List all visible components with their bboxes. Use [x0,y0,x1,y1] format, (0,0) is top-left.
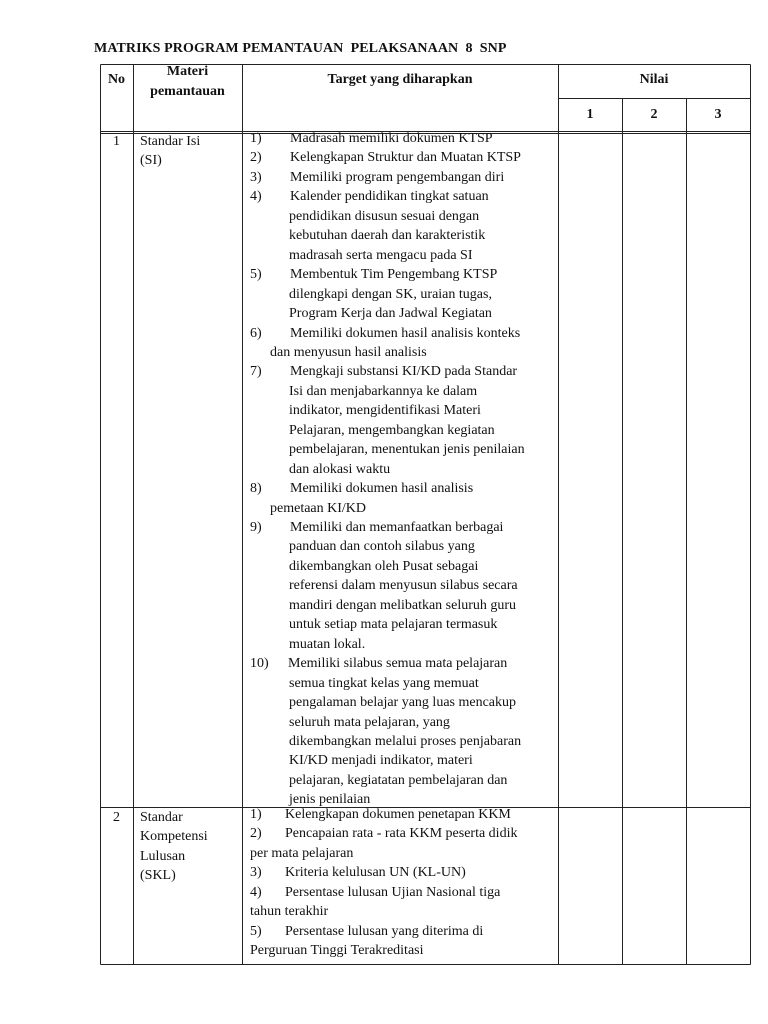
row-1-materi [140,132,240,171]
header-nilai-2: 2 [650,107,658,122]
header-materi [133,62,242,102]
target-item-continuation: Isi dan menjabarkannya ke dalam [289,383,478,399]
target-item-continuation: KI/KD menjadi indikator, materi [289,753,473,769]
target-item-continuation: per mata pelajaran [250,845,354,861]
target-item-number: 3) [250,169,262,185]
target-item-continuation: dikembangkan oleh Pusat sebagai [289,558,479,574]
target-item-continuation: madrasah serta mengacu pada SI [289,247,473,263]
target-item-continuation: panduan dan contoh silabus yang [289,539,475,555]
target-item-continuation: referensi dalam menyusun silabus secara [289,578,518,594]
header-nilai-1: 1 [586,107,594,122]
target-item-continuation: Program Kerja dan Jadwal Kegiatan [289,306,492,322]
target-item-number: 3) [250,865,262,881]
target-item-text: Memiliki dan memanfaatkan berbagai [290,520,504,535]
target-item-number: 8) [250,481,262,497]
target-item-continuation: jenis penilaian [289,792,371,808]
target-item-number: 2) [250,826,262,842]
header-target: Target yang diharapkan [327,72,473,87]
target-item-number: 10) [250,656,269,672]
target-item-continuation: pendidikan disusun sesuai dengan [289,208,480,224]
header-nilai: Nilai [639,72,669,87]
row-2-materi-line: Lulusan [140,848,186,864]
target-item-continuation: dikembangkan melalui proses penjabaran [289,733,522,749]
row-2-materi [140,808,240,886]
target-item-number: 6) [250,325,262,341]
target-item-number: 4) [250,189,262,205]
target-item-continuation: pengalaman belajar yang luas mencakup [289,695,517,711]
target-item-continuation: mandiri dengan melibatkan seluruh guru [289,597,517,613]
target-item-text: Kelengkapan dokumen penetapan KKM [285,807,511,822]
target-item-text: Madrasah memiliki dokumen KTSP [290,131,493,146]
target-item-text: Persentase lulusan Ujian Nasional tiga [285,884,501,900]
target-item-number: 2) [250,150,262,166]
target-item-continuation: pembelajaran, menentukan jenis penilaian [289,442,525,458]
target-item-continuation: indikator, mengidentifikasi Materi [289,403,481,419]
target-item-text: Persentase lulusan yang diterima di [285,923,484,939]
row-1-materi-line: Standar Isi [140,134,201,149]
target-item-text: Pencapaian rata - rata KKM peserta didik [285,826,518,842]
target-item-continuation: untuk setiap mata pelajaran termasuk [289,617,498,633]
target-item-number: 5) [250,923,262,939]
row-2-materi-line: (SKL) [140,868,176,884]
row-1-materi-line: (SI) [140,153,162,169]
row-2-no: 2 [113,810,120,825]
target-item-text: Kelengkapan Struktur dan Muatan KTSP [290,150,521,166]
target-item-continuation: seluruh mata pelajaran, yang [289,714,450,730]
target-item-number: 1) [250,807,262,822]
target-item-number: 5) [250,267,262,283]
target-item-continuation: dan alokasi waktu [289,461,391,477]
header-nilai-3: 3 [714,107,722,122]
target-item-text: Kriteria kelulusan UN (KL-UN) [285,865,466,881]
row-2-materi-line: Standar [140,810,183,825]
target-item-continuation: tahun terakhir [250,904,329,920]
target-item-continuation: muatan lokal. [289,636,366,652]
target-item-number: 9) [250,520,262,535]
header-materi-line2: pemantauan [150,84,225,99]
row-2-materi-line: Kompetensi [140,829,208,845]
target-item-text: Memiliki program pengembangan diri [290,169,505,185]
target-item-continuation: semua tingkat kelas yang memuat [289,675,479,691]
target-item-text: Mengkaji substansi KI/KD pada Standar [290,364,518,380]
target-item-text: Membentuk Tim Pengembang KTSP [290,267,498,283]
target-item-continuation: Pelajaran, mengembangkan kegiatan [289,422,495,438]
target-item-continuation: pemetaan KI/KD [270,500,367,516]
header-materi-line1: Materi [166,64,209,79]
target-item-text: Memiliki dokumen hasil analisis [290,481,474,497]
target-item-continuation: dilengkapi dengan SK, uraian tugas, [289,286,492,302]
target-item-number: 1) [250,131,262,146]
target-item-number: 4) [250,884,262,900]
target-item-continuation: kebutuhan daerah dan karakteristik [289,228,486,244]
target-item-continuation: dan menyusun hasil analisis [270,344,427,360]
target-item-number: 7) [250,364,262,380]
header-no: No [107,72,126,87]
target-item-text: Kalender pendidikan tingkat satuan [290,189,489,205]
target-item-continuation: Perguruan Tinggi Terakreditasi [250,943,424,959]
target-item-continuation: pelajaran, kegiatatan pembelajaran dan [289,772,508,788]
document-title: MATRIKS PROGRAM PEMANTAUAN PELAKSANAAN 8 SNP [94,41,507,56]
row-1-no: 1 [113,134,120,149]
target-item-text: Memiliki dokumen hasil analisis konteks [290,325,521,341]
target-item-text: Memiliki silabus semua mata pelajaran [288,656,508,672]
